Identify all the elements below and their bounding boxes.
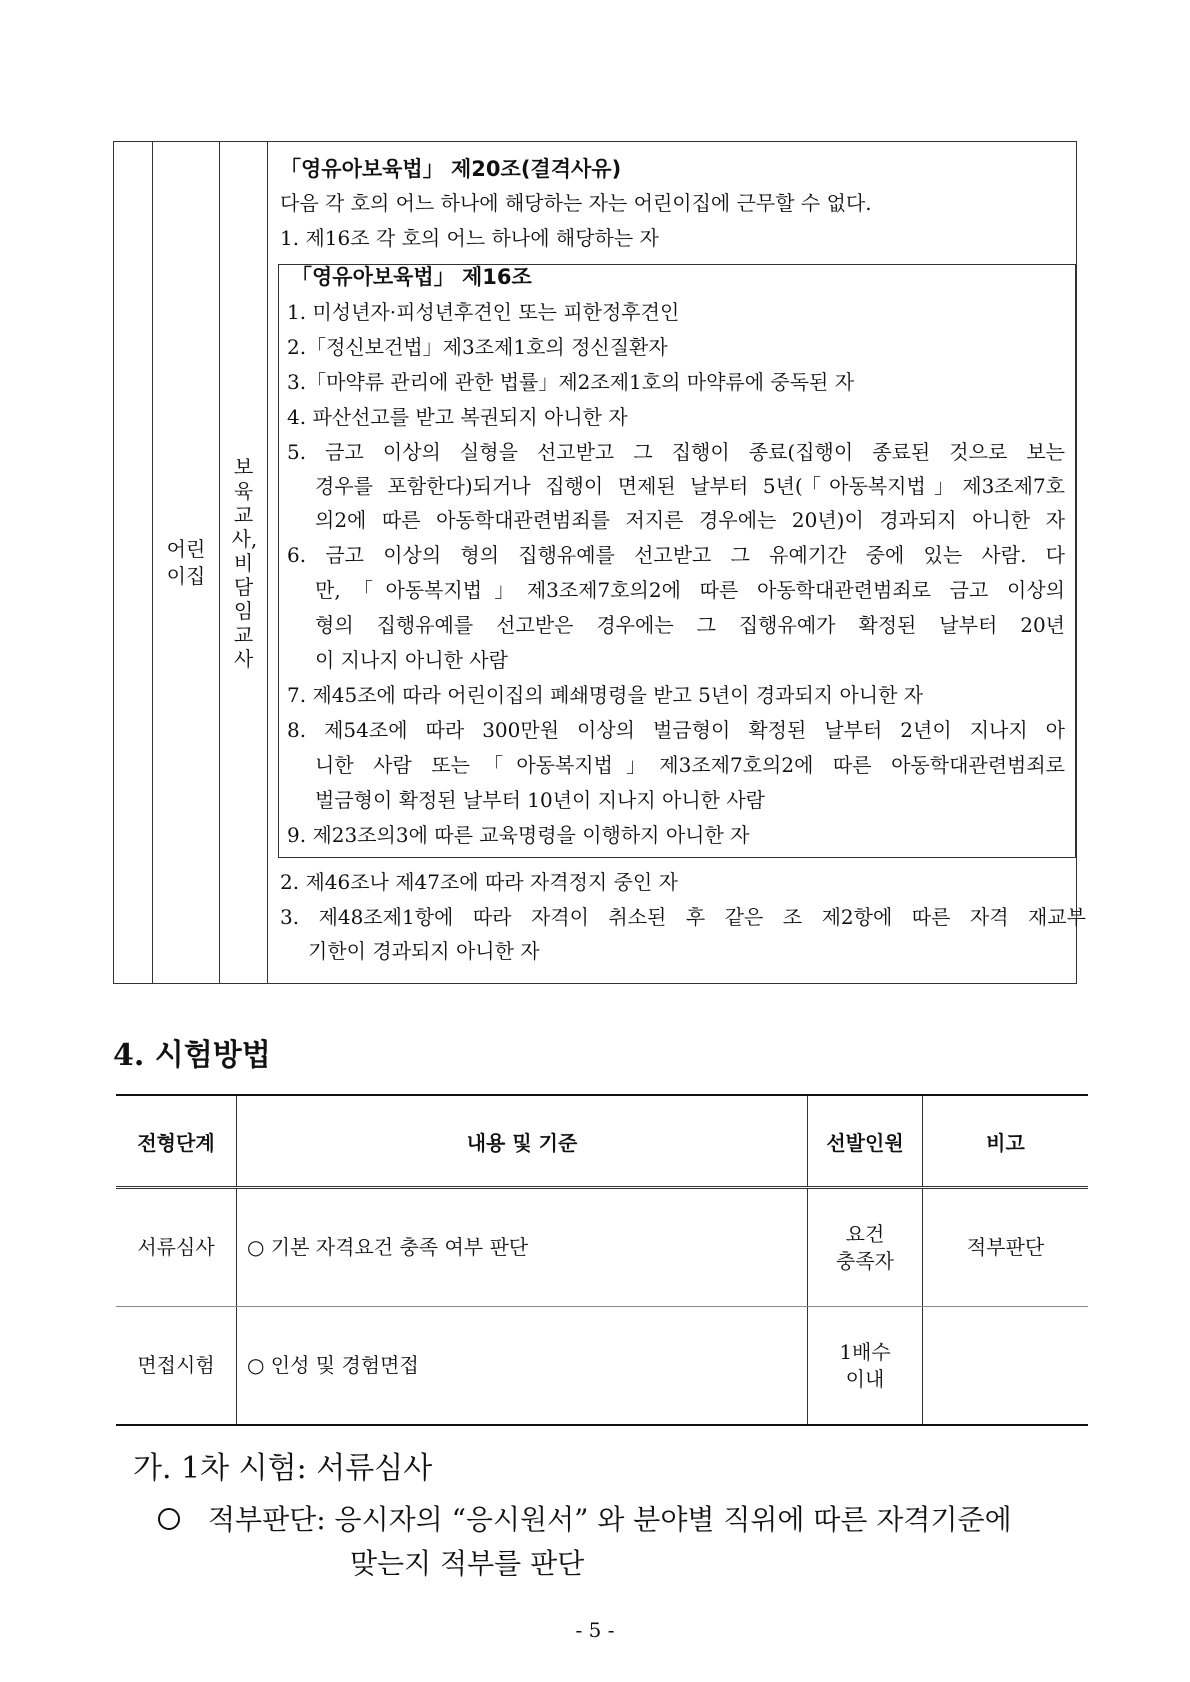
article16-line: 만,「아동복지법」제3조제7호의2에 따른 아동학대관련범죄로 금고 이상의 xyxy=(315,578,1065,602)
row-stage: 면접시험 xyxy=(116,1307,237,1426)
role-label: 보육교사,비담임교사 xyxy=(231,454,258,671)
article16-line: 4. 파산선고를 받고 복권되지 아니한 자 xyxy=(287,405,628,429)
bullet-text-cont: 맞는지 적부를 판단 xyxy=(350,1547,585,1580)
article16-line: 6. 금고 이상의 형의 집행유예를 선고받고 그 유예기간 중에 있는 사람. 다 xyxy=(287,543,1065,567)
article16-title: 「영유아보육법」 제16조 xyxy=(291,265,532,289)
row-count-line: 충족자 xyxy=(836,1248,894,1273)
article16-line: 형의 집행유예를 선고받은 경우에는 그 집행유예가 확정된 날부터 20년 xyxy=(315,613,1065,637)
row-content: ○ 기본 자격요건 충족 여부 판단 xyxy=(237,1188,808,1307)
article16-line: 경우를 포함한다)되거나 집행이 면제된 날부터 5년(「아동복지법」제3조제7호 xyxy=(315,474,1065,498)
header-note: 비고 xyxy=(923,1095,1089,1188)
article20-item-1: 1. 제16조 각 호의 어느 하나에 해당하는 자 xyxy=(280,226,659,250)
article16-line: 5. 금고 이상의 실형을 선고받고 그 집행이 종료(집행이 종료된 것으로 보는 xyxy=(287,440,1065,464)
article20-title: 「영유아보육법」 제20조(결격사유) xyxy=(280,157,622,181)
section-heading: 4. 시험방법 xyxy=(113,1038,271,1073)
table-row xyxy=(116,1307,1088,1426)
article16-line: 8. 제54조에 따라 300만원 이상의 벌금형이 확정된 날부터 2년이 지나지 아 xyxy=(287,718,1065,742)
row-count-line: 이내 xyxy=(845,1366,885,1391)
row-count xyxy=(808,1188,923,1307)
row-stage: 서류심사 xyxy=(116,1188,237,1307)
article16-line: 의2에 따른 아동학대관련범죄를 저지른 경우에는 20년)이 경과되지 아니한 자 xyxy=(315,508,1065,532)
article20-item-2: 2. 제46조나 제47조에 따라 자격정지 중인 자 xyxy=(280,870,678,894)
bullet-item xyxy=(158,1498,1012,1542)
article16-line: 7. 제45조에 따라 어린이집의 폐쇄명령을 받고 5년이 경과되지 아니한 자 xyxy=(287,683,924,707)
article16-line: 1. 미성년자·피성년후견인 또는 피한정후견인 xyxy=(287,300,680,324)
bullet-text: 적부판단: 응시자의 “응시원서” 와 분야별 직위에 따른 자격기준에 xyxy=(208,1503,1012,1536)
row-note: 적부판단 xyxy=(923,1188,1089,1307)
header-content: 내용 및 기준 xyxy=(237,1095,808,1188)
table-blank-column xyxy=(114,142,153,983)
table-row xyxy=(116,1188,1088,1307)
row-count xyxy=(808,1307,923,1426)
row-content: ○ 인성 및 경험면접 xyxy=(237,1307,808,1426)
article16-line: 3.「마약류 관리에 관한 법률」제2조제1호의 마약류에 중독된 자 xyxy=(287,370,855,394)
header-count: 선발인원 xyxy=(808,1095,923,1188)
sub-heading: 가. 1차 시험: 서류심사 xyxy=(133,1451,433,1486)
exam-method-table xyxy=(116,1094,1088,1426)
role-cell xyxy=(220,142,268,983)
provision-cell xyxy=(268,142,1086,983)
page-number: - 5 - xyxy=(575,1618,615,1642)
article16-line: 이 지나지 아니한 사람 xyxy=(315,648,508,672)
circle-bullet-icon xyxy=(158,1508,180,1530)
row-count-line: 요건 xyxy=(845,1221,885,1246)
category-label: 어린이집 xyxy=(166,536,206,588)
row-note xyxy=(923,1307,1089,1426)
disqualification-table xyxy=(113,141,1086,984)
article20-intro: 다음 각 호의 어느 하나에 해당하는 자는 어린이집에 근무할 수 없다. xyxy=(280,191,872,215)
article20-item-3: 3. 제48조제1항에 따라 자격이 취소된 후 같은 조 제2항에 따른 자격 재교부 xyxy=(280,905,1086,929)
article16-line: 9. 제23조의3에 따른 교육명령을 이행하지 아니한 자 xyxy=(287,823,750,847)
article16-box xyxy=(278,264,1076,858)
row-count-line: 1배수 xyxy=(839,1339,891,1364)
category-cell xyxy=(153,142,220,983)
article16-line: 벌금형이 확정된 날부터 10년이 지나지 아니한 사람 xyxy=(315,788,765,812)
article16-line: 2.「정신보건법」제3조제1호의 정신질환자 xyxy=(287,335,668,359)
table-header-row xyxy=(116,1095,1088,1188)
article16-line: 니한 사람 또는「아동복지법」제3조제7호의2에 따른 아동학대관련범죄로 xyxy=(315,753,1065,777)
article20-item-3-cont: 기한이 경과되지 아니한 자 xyxy=(308,939,540,963)
header-stage: 전형단계 xyxy=(116,1095,237,1188)
